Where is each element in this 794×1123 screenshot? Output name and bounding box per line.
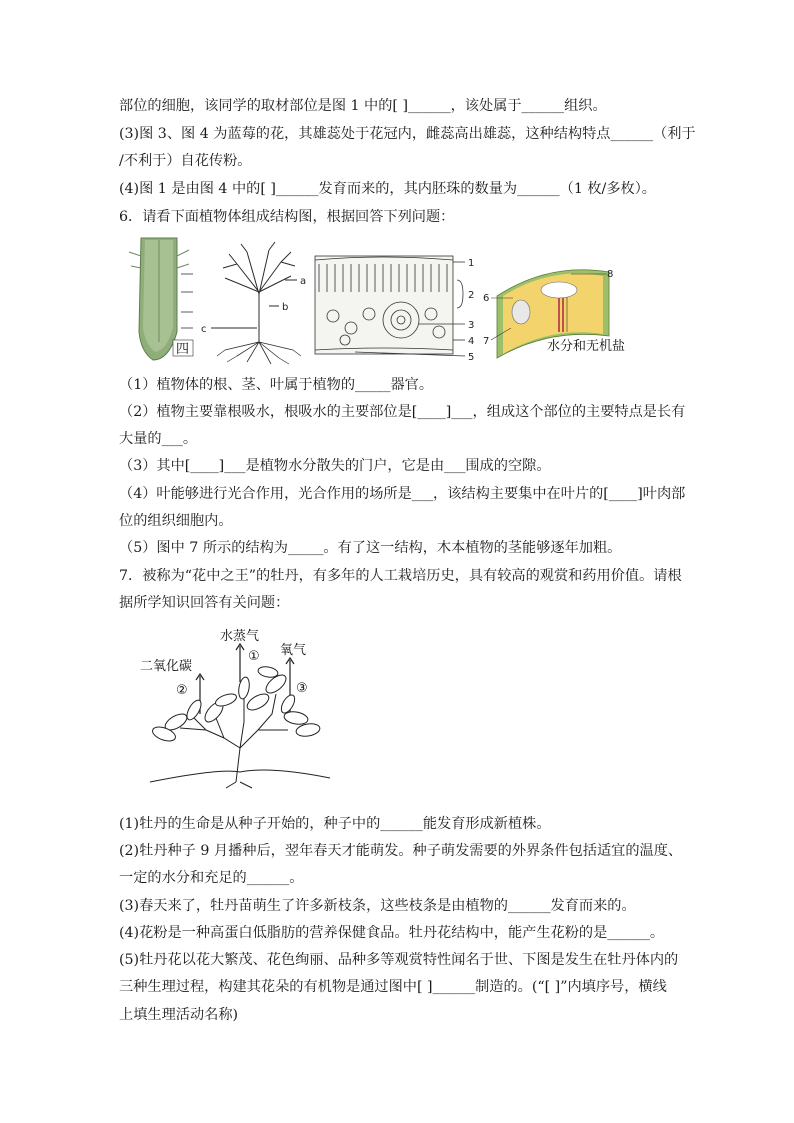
text-line: (4)图 1 是由图 4 中的[ ]______发育而来的，其内胚珠的数量为______（1 枚/多枚）。 bbox=[119, 181, 656, 197]
process-2-marker: ② bbox=[176, 683, 188, 698]
text-line: (4)花粉是一种高蛋白低脂肪的营养保健食品。牡丹花结构中，能产生花粉的是______。 bbox=[119, 925, 665, 941]
root-region-label: 四 bbox=[176, 342, 190, 357]
text-line: （4）叶能够进行光合作用，光合作用的场所是___，该结构主要集中在叶片的[____]叶肉部 bbox=[119, 486, 686, 502]
stem-label-7: 7 bbox=[483, 336, 490, 347]
text-line: (1)牡丹的生命是从种子开始的，种子中的______能发育形成新植株。 bbox=[119, 816, 551, 832]
root-tip-diagram bbox=[129, 238, 193, 360]
figure-7-peony-processes bbox=[140, 622, 350, 790]
text-line: (2)牡丹种子 9 月播种后，翌年春天才能萌发。种子萌发需要的外界条件包括适宜的温度、 bbox=[119, 843, 683, 859]
co2-label: 二氧化碳 bbox=[140, 659, 193, 674]
oxygen-label: 氧气 bbox=[280, 643, 307, 658]
water-vapor-label: 水蒸气 bbox=[220, 629, 260, 644]
question-7-title: 7．被称为“花中之王”的牡丹，有多年的人工栽培历史，具有较高的观赏和药用价值。请根 bbox=[119, 568, 682, 584]
text-line: 大量的___。 bbox=[119, 431, 198, 447]
tree-label-c: c bbox=[201, 324, 207, 335]
process-1-marker: ① bbox=[248, 649, 260, 664]
text-line: 上填生理活动名称) bbox=[119, 1007, 239, 1023]
text-line: 据所学知识回答有关问题： bbox=[119, 595, 290, 611]
text-line: (3)春天来了，牡丹苗萌生了许多新枝条，这些枝条是由植物的______发育而来的。 bbox=[119, 898, 636, 914]
text-line: (3)图 3、图 4 为蓝莓的花，其雄蕊处于花冠内，雌蕊高出雄蕊，这种结构特点______（利于 bbox=[119, 126, 696, 142]
text-line: （3）其中[____]___是植物水分散失的门户，它是由___围成的空隙。 bbox=[119, 458, 551, 474]
text-line: （1）植物体的根、茎、叶属于植物的_____器官。 bbox=[119, 377, 434, 393]
text-line: （5）图中 7 所示的结构为_____。有了这一结构，木本植物的茎能够逐年加粗。 bbox=[119, 540, 622, 556]
text-line: /不利于）自花传粉。 bbox=[119, 153, 252, 169]
tree-label-b: b bbox=[282, 302, 289, 313]
leaf-label-1: 1 bbox=[468, 258, 475, 269]
process-3-marker: ③ bbox=[296, 681, 308, 696]
stem-caption: 水分和无机盐 bbox=[547, 339, 626, 354]
question-6-title: 6．请看下面植物体组成结构图，根据回答下列问题： bbox=[119, 209, 455, 225]
leaf-label-4: 4 bbox=[468, 336, 475, 347]
leaf-label-3: 3 bbox=[468, 320, 475, 331]
stem-label-8: 8 bbox=[607, 269, 614, 280]
text-line: 三种生理过程，构建其花朵的有机物是通过图中[ ]______制造的。(“[ ]”内填序号，横线 bbox=[119, 979, 667, 995]
stem-label-6: 6 bbox=[483, 293, 490, 304]
leaf-cross-section bbox=[315, 256, 465, 356]
leaf-label-5: 5 bbox=[468, 352, 475, 363]
text-line: 位的组织细胞内。 bbox=[119, 513, 233, 529]
leaf-label-2: 2 bbox=[468, 290, 475, 301]
tree-label-a: a bbox=[300, 276, 307, 287]
text-line: (5)牡丹花以花大繁茂、花色绚丽、品种多等观赏特性闻名于世、下图是发生在牡丹体内的 bbox=[119, 952, 679, 968]
text-line: （2）植物主要靠根吸水，根吸水的主要部位是[____]___，组成这个部位的主要特点是长有 bbox=[119, 404, 686, 420]
figure-6-plant-structures bbox=[119, 232, 639, 367]
text-line: 部位的细胞，该同学的取材部位是图 1 中的[ ]______，该处属于______组织。 bbox=[119, 98, 607, 114]
text-line: 一定的水分和充足的______。 bbox=[119, 870, 304, 886]
